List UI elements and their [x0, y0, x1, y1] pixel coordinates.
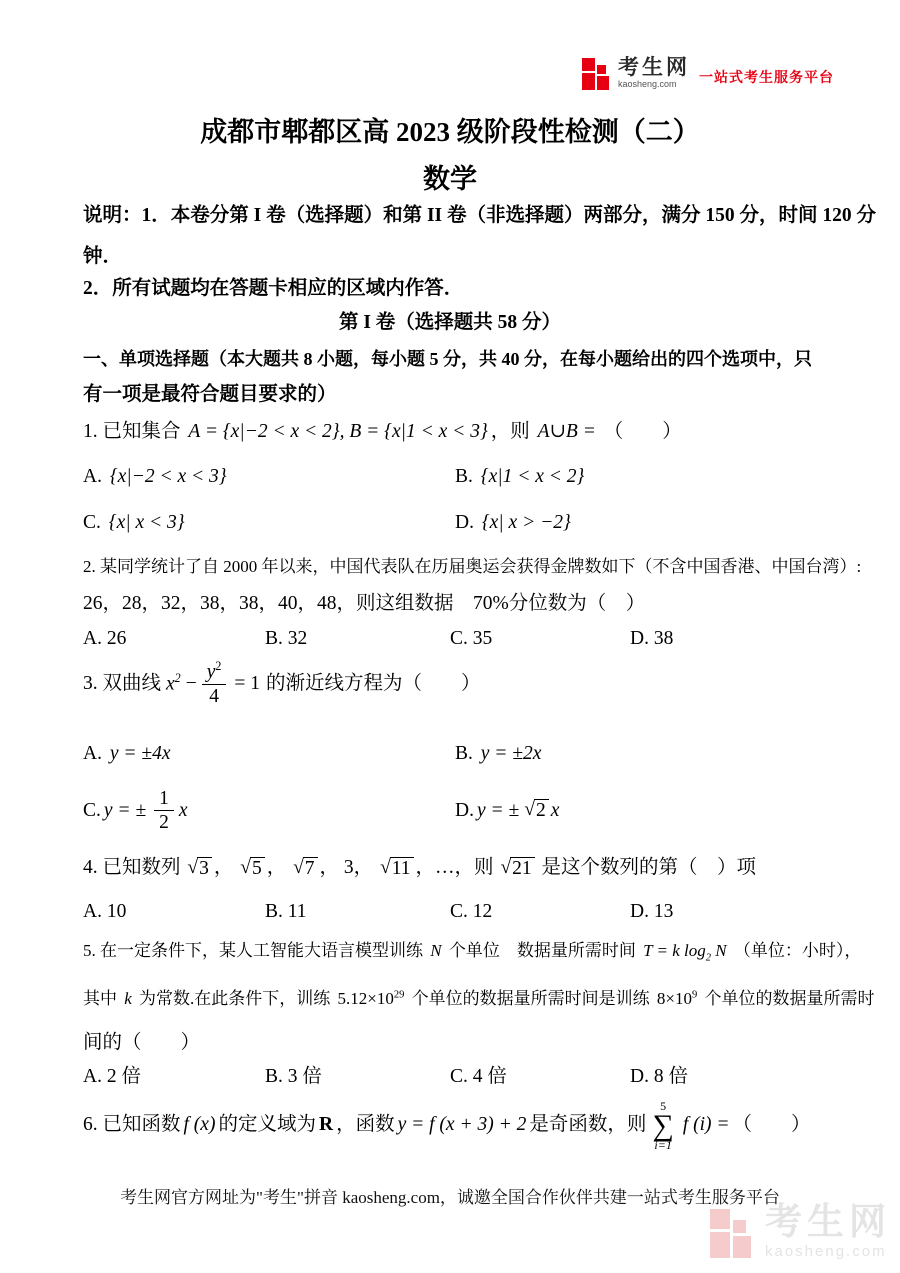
option-c: C. 12 [450, 901, 493, 922]
logo-block [597, 65, 606, 74]
option-d: D. 38 [630, 628, 674, 649]
fraction-numerator: 1 [154, 788, 174, 811]
separator: ， [213, 857, 234, 878]
question-number: 1. [83, 421, 98, 442]
option-value: {x|1 < x < 2} [480, 466, 585, 487]
option-b [455, 465, 587, 489]
math-fraction [154, 788, 174, 834]
question-5-stem-line-2 [83, 988, 875, 1009]
fraction-numerator: $y^2$ [202, 660, 227, 685]
stem-text: 已知函数 [102, 1114, 181, 1136]
option-value-prefix: y = ± [476, 799, 520, 821]
option-c [83, 788, 455, 834]
sum-lower-limit: i=1 [654, 1138, 672, 1152]
square-root: √ 7 [293, 857, 317, 880]
logo-block [582, 58, 595, 71]
logo-text-block [618, 57, 690, 89]
kaosheng-logo [582, 56, 834, 90]
logo-block [597, 76, 609, 90]
math-set-r: R [318, 1114, 334, 1136]
section-1-intro-line-2: 有一项是最符合题目要求的） [83, 384, 337, 405]
separator: ， [266, 857, 287, 878]
option-b: B. 32 [265, 628, 308, 649]
footer-text: 考生网官方网址为"考生"拼音 kaosheng.com，诚邀全国合作伙伴共建一站式考生服务平台 [120, 1188, 780, 1207]
notes-line-2: 钟． [83, 246, 123, 267]
option-label: A. [83, 743, 102, 764]
math-formula-t: T = k $\log_2 N$ [643, 941, 727, 964]
notes-line-3: 2．所有试题均在答题卡相应的区域内作答． [83, 278, 464, 299]
math-formula: y = f (x + 3) + 2 [397, 1114, 527, 1136]
square-root: √ 11 [380, 857, 413, 880]
separator: ， [319, 857, 340, 878]
logo-name: 考生网 [618, 55, 690, 79]
option-b [455, 742, 544, 766]
math-variable-n: N [430, 941, 442, 960]
option-value: {x| x < 3} [108, 512, 185, 533]
stem-text: 其中 [83, 989, 117, 1008]
question-2-stem-line-2: 26，28，32，38，38，40，48，则这组数据 70%分位数为（ ） [83, 593, 646, 614]
stem-text: 个单位的数据量所需时间是训练 [411, 989, 650, 1008]
watermark-block [733, 1236, 751, 1258]
option-d: D. 13 [630, 901, 674, 922]
question-4-options [83, 900, 820, 924]
question-3-options-row-1 [83, 742, 820, 766]
option-d [455, 511, 574, 535]
fraction-denominator: 2 [159, 812, 169, 834]
question-number: 6. [83, 1114, 98, 1136]
stem-text: 为常数.在此条件下，训练 [139, 989, 331, 1008]
option-value-suffix: x [550, 799, 560, 821]
question-2-stem-line-1: 2. 某同学统计了自 2000 年以来，中国代表队在历届奥运会获得金牌数如下（不含中国香港、中国台湾）: [83, 557, 862, 576]
stem-text: 个单位 数据量所需时间 [448, 941, 636, 960]
question-1-options-row-2 [83, 511, 820, 535]
option-c: C. 35 [450, 628, 493, 649]
stem-text: 5. 在一定条件下，某人工智能大语言模型训练 [83, 941, 423, 960]
option-label: C. [83, 512, 101, 533]
question-3-options-row-2 [83, 788, 820, 834]
option-label: B. [455, 743, 473, 764]
math-union: A∪B = [537, 421, 596, 442]
option-a: A. 10 [83, 901, 127, 922]
summation-symbol [652, 1100, 673, 1151]
watermark-block [710, 1209, 730, 1229]
math-fx: f (x) [183, 1114, 216, 1136]
watermark-name: 考生网 [765, 1202, 891, 1243]
math-fraction [202, 660, 227, 707]
option-c [83, 511, 455, 535]
question-5-stem-line-3: 间的（ ） [83, 1032, 201, 1053]
sum-upper-limit: 5 [660, 1099, 667, 1113]
watermark-domain: kaosheng.com [765, 1243, 887, 1260]
stem-text: ，函数 [336, 1114, 395, 1136]
option-value-prefix: y = ± [103, 799, 147, 821]
option-c: C. 4 倍 [450, 1066, 507, 1087]
option-value: {x|−2 < x < 3} [109, 466, 227, 487]
square-root: √ 21 [500, 857, 534, 880]
question-5-stem-line-1 [83, 940, 862, 965]
option-d: D. 8 倍 [630, 1066, 688, 1087]
option-label: D. [455, 512, 474, 533]
separator: ， [353, 857, 374, 878]
sigma-icon: ∑ [652, 1109, 674, 1142]
logo-block [582, 73, 595, 90]
option-value: y = ±4x [109, 743, 171, 764]
option-a [83, 742, 455, 766]
kaosheng-logo-icon [582, 56, 612, 90]
math-number-2: $8\times 10^9$ [656, 989, 698, 1008]
question-number: 4. [83, 857, 98, 878]
option-value: {x| x > −2} [481, 512, 571, 533]
stem-text: 的渐近线方程为（ ） [266, 672, 481, 694]
sequence-term: 3 [343, 857, 354, 878]
stem-text: 已知集合 [102, 421, 181, 442]
stem-text: 已知数列 [102, 857, 181, 878]
option-a: A. 26 [83, 628, 127, 649]
logo-domain: kaosheng.com [618, 79, 677, 89]
math-number-1: $5.12\times 10^{29}$ [337, 989, 405, 1008]
section-1-header: 第 I 卷（选择题共 58 分） [338, 312, 562, 333]
option-value-suffix: x [178, 799, 188, 821]
option-label: C. [83, 799, 101, 821]
math-variable-k: k [124, 989, 132, 1008]
notes-line-1: 说明：1．本卷分第 I 卷（选择题）和第 II 卷（非选择题）两部分，满分 150 分，时间 120 分 [83, 205, 877, 226]
stem-text: （单位：小时）， [733, 941, 862, 960]
watermark-block [710, 1232, 730, 1258]
option-a [83, 465, 455, 489]
separator: ，…，则 [415, 857, 494, 878]
equals-one: = 1 [234, 672, 261, 694]
question-3-stem [83, 660, 820, 707]
answer-blank: （ ） [603, 421, 682, 442]
watermark-text-block [765, 1204, 891, 1259]
square-root: √ 5 [240, 857, 264, 880]
question-5-options [83, 1065, 820, 1089]
question-2-options [83, 627, 820, 651]
kaosheng-watermark [710, 1204, 891, 1259]
logo-tagline: 一站式考生服务平台 [699, 71, 834, 86]
math-x-squared: $x^2$ [166, 670, 181, 695]
stem-text: 双曲线 [102, 672, 162, 694]
stem-text: 是这个数列的第（ ）项 [541, 857, 757, 878]
page-title: 成都市郫都区高 2023 级阶段性检测（二） [200, 117, 700, 147]
math-fi: f (i) = [682, 1114, 730, 1136]
watermark-block [733, 1220, 746, 1233]
question-4-stem [83, 856, 820, 880]
stem-text: ，则 [490, 421, 530, 442]
question-1-options-row-1 [83, 465, 820, 489]
question-number: 3. [83, 672, 98, 694]
subject-title: 数学 [423, 164, 477, 194]
option-d [455, 788, 559, 834]
math-sets: A = {x|−2 < x < 2}, B = {x|1 < x < 3} [188, 421, 488, 442]
option-b: B. 11 [265, 901, 307, 922]
option-a: A. 2 倍 [83, 1066, 141, 1087]
stem-text: 个单位的数据量所需时 [704, 989, 875, 1008]
fraction-denominator: 4 [209, 685, 219, 707]
section-1-intro-line-1: 一、单项选择题（本大题共 8 小题，每小题 5 分，共 40 分，在每小题给出的四个选项中，只 [83, 349, 812, 369]
stem-text: 的定义域为 [218, 1114, 316, 1136]
option-b: B. 3 倍 [265, 1066, 322, 1087]
option-label: A. [83, 466, 102, 487]
option-label: B. [455, 466, 473, 487]
square-root: √ 3 [187, 857, 211, 880]
question-1-stem [83, 420, 820, 444]
answer-blank: （ ） [732, 1114, 811, 1136]
stem-text: 是奇函数，则 [529, 1114, 647, 1136]
option-label: D. [455, 799, 474, 821]
option-value: y = ±2x [480, 743, 542, 764]
minus-sign: − [185, 672, 197, 694]
question-6-stem [83, 1100, 820, 1151]
kaosheng-watermark-icon [710, 1206, 756, 1258]
square-root: √ 2 [524, 799, 548, 822]
